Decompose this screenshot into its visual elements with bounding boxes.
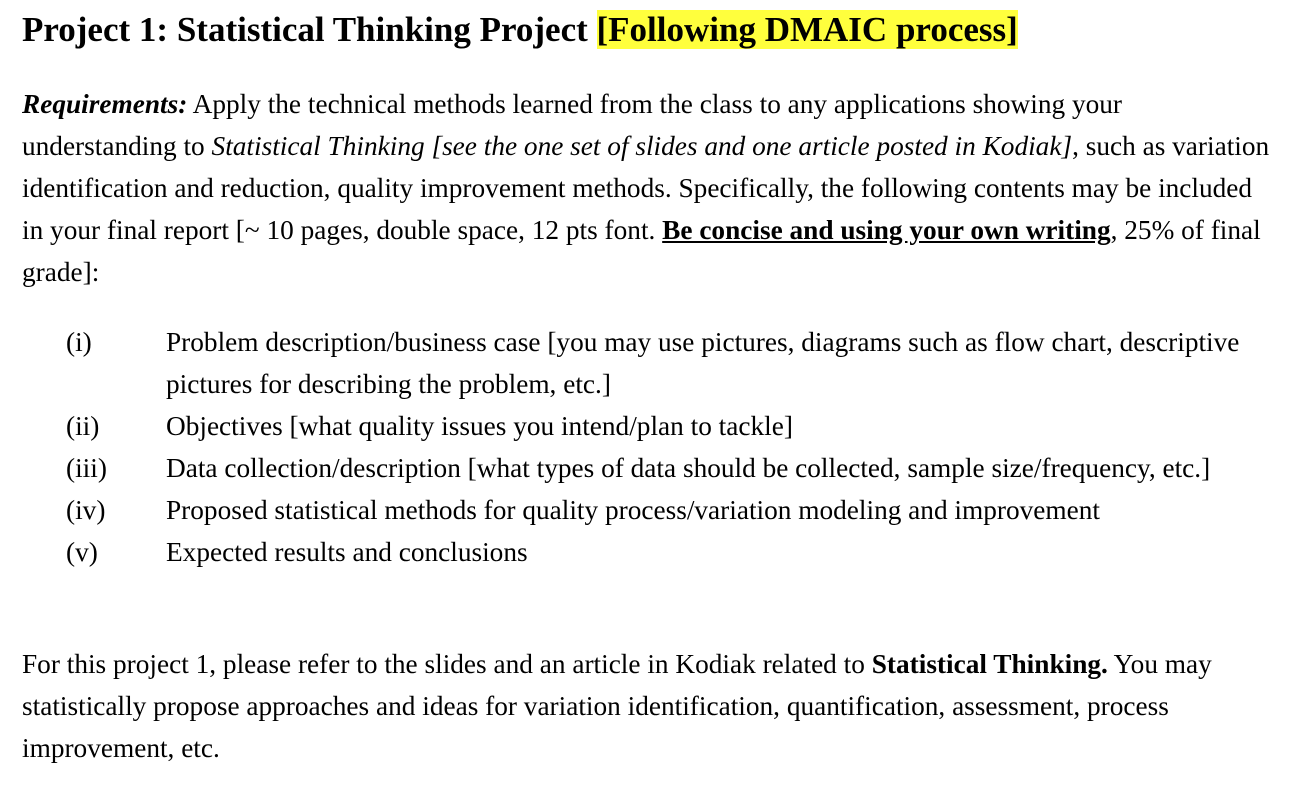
requirements-text: Apply the technical methods learned from the class to any applications showing your understanding to	[22, 89, 1123, 161]
list-item	[22, 447, 1292, 489]
closing-text-2: You may statistically propose approaches and ideas for variation identification, quantification, assessment, process improvement, etc.	[22, 649, 1212, 763]
requirements-italic: Statistical Thinking [see the one set of slides and one article posted in Kodiak]	[211, 131, 1073, 161]
list-text: Objectives [what quality issues you intend/plan to tackle]	[166, 411, 793, 441]
requirements-text-2: , such as variation identification and reduction, quality improvement methods. Specifically, the following contents may be included in your final report [~ 10 pages, double space, 12 pts font.	[22, 131, 1270, 245]
list-text: Problem description/business case [you may use pictures, diagrams such as flow chart, descriptive pictures for describing the problem, etc.]	[166, 327, 1240, 399]
closing-text: For this project 1, please refer to the slides and an article in Kodiak related to	[22, 649, 872, 679]
contents-list	[22, 321, 1292, 573]
list-number: (v)	[66, 537, 98, 567]
list-text: Data collection/description [what types of data should be collected, sample size/frequency, etc.]	[166, 453, 1211, 483]
requirements-text-3: , 25% of final grade]:	[22, 215, 1261, 287]
list-number: (i)	[66, 327, 92, 357]
list-number: (iv)	[66, 495, 106, 525]
requirements-label: Requirements:	[22, 89, 188, 119]
list-text: Expected results and conclusions	[166, 537, 528, 567]
list-item	[22, 531, 1292, 573]
list-item	[22, 489, 1292, 531]
list-text: Proposed statistical methods for quality process/variation modeling and improvement	[166, 495, 1100, 525]
list-item	[22, 405, 1292, 447]
title-highlight: [Following DMAIC process]	[596, 10, 1018, 49]
requirements-paragraph	[22, 83, 1272, 293]
closing-paragraph	[22, 643, 1272, 769]
list-item	[22, 321, 1292, 405]
requirements-emphasis: Be concise and using your own writing	[662, 215, 1111, 245]
closing-bold: Statistical Thinking.	[871, 649, 1108, 679]
list-number: (ii)	[66, 411, 100, 441]
title-text: Project 1: Statistical Thinking Project	[22, 10, 597, 49]
list-number: (iii)	[66, 453, 107, 483]
document-title	[22, 10, 1018, 50]
